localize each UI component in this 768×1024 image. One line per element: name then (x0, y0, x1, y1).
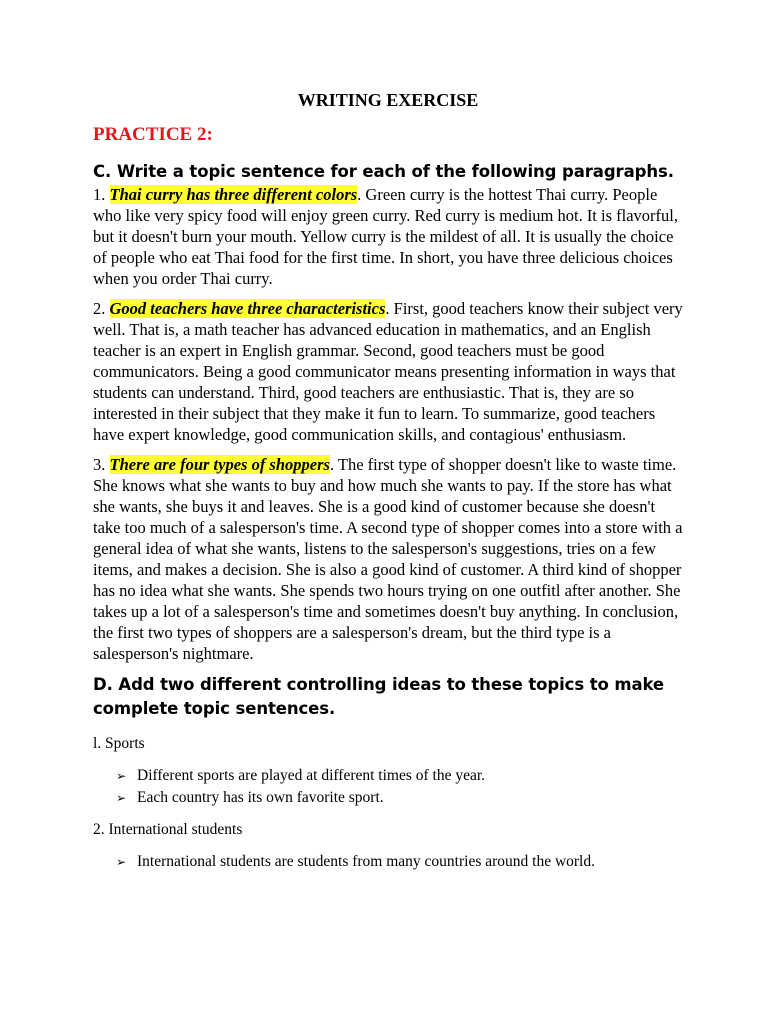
paragraph-number: 1. (93, 185, 110, 204)
list-item (116, 787, 683, 809)
paragraph-number: 3. (93, 455, 110, 474)
topic-label: 2. International students (93, 821, 243, 838)
paragraph-body: . The first type of shopper doesn't like to waste time. She knows what she wants to buy and how much she wants to pay. If the store has what she wants, she buys it and leaves. She is a good kind of customer because she doesn't take too much of a salesperson's time. A second type of shopper comes into a store with a general idea of what she wants, listens to the salesperson's suggestions, tries on a few items, and makes a decision. She is also a good kind of customer. A third kind of shopper has no idea what she wants. She spends two hours trying on one outfitl after another. She takes up a lot of a salesperson's time and sometimes doesn't buy anything. In conclusion, the first two types of shoppers are a salesperson's dream, but the third type is a salesperson's nightmare. (93, 455, 683, 663)
paragraph-3 (93, 454, 683, 664)
bullet-list (116, 851, 683, 873)
section-d-heading: D. Add two different controlling ideas to these topics to make complete topic sentences. (93, 675, 665, 718)
section-c-heading: C. Write a topic sentence for each of the following paragraphs. (93, 162, 674, 181)
bullet-list (116, 765, 683, 809)
list-item-text: Each country has its own favorite sport. (137, 789, 384, 806)
highlighted-topic-sentence: Thai curry has three different colors (109, 185, 358, 204)
list-item (116, 851, 683, 873)
topic-label: l. Sports (93, 735, 145, 752)
highlighted-topic-sentence: Good teachers have three characteristics (109, 299, 386, 318)
page-title: WRITING EXERCISE (297, 90, 479, 110)
arrowhead-bullet-icon: ➢ (116, 855, 127, 869)
paragraph-2 (93, 298, 683, 445)
list-item-text: Different sports are played at different times of the year. (137, 767, 486, 784)
paragraph-body: . First, good teachers know their subject very well. That is, a math teacher has advanced education in mathematics, and an English teacher is an expert in English grammar. Second, good teachers must be good communicators. Being a good communicator means presenting information in ways that students can understand. Third, good teachers are enthusiastic. That is, they are so interested in their subject that they make it fun to learn. To summarize, good teachers have expert knowledge, good communication skills, and contagious' enthusiasm. (93, 299, 683, 444)
paragraph-number: 2. (93, 299, 110, 318)
highlighted-topic-sentence: There are four types of shoppers (109, 455, 330, 474)
paragraph-body: . Green curry is the hottest Thai curry. People who like very spicy food will enjoy green curry. Red curry is medium hot. It is flavorful, but it doesn't burn your mouth. Yellow curry is the mildest of all. It is usually the choice of people who eat Thai food for the first time. In short, you have three delicious choices when you order Thai curry. (93, 185, 679, 288)
arrowhead-bullet-icon: ➢ (116, 769, 127, 783)
arrowhead-bullet-icon: ➢ (116, 791, 127, 805)
list-item (116, 765, 683, 787)
practice-heading: PRACTICE 2: (93, 124, 213, 145)
paragraph-1 (93, 184, 683, 289)
document-page (93, 88, 683, 883)
list-item-text: International students are students from many countries around the world. (137, 853, 595, 870)
